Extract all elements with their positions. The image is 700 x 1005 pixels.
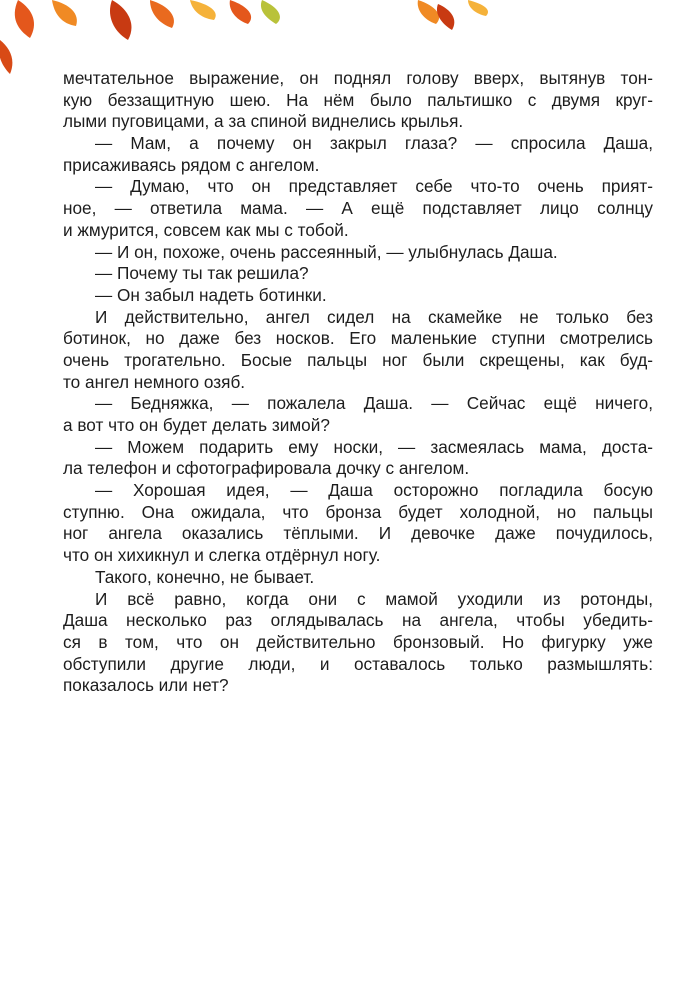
- leaf-icon: [190, 0, 216, 20]
- text-line: — Можем подарить ему носки, — засмеялась мама, доста-: [95, 436, 653, 457]
- text-line: обступили другие люди, и оставалось только размышлять:: [63, 653, 653, 674]
- text-line: показалось или нет?: [63, 675, 229, 696]
- text-line: ся в том, что он действительно бронзовый. Но фигурку уже: [63, 631, 653, 652]
- leaf-icon: [437, 4, 454, 30]
- text-line: ступню. Она ожидала, что бронза будет холодной, но пальцы: [63, 501, 653, 522]
- leaf-icon: [110, 0, 131, 40]
- text-line: ное, — ответила мама. — А ещё подставляет лицо солнцу: [63, 198, 653, 219]
- leaf-icon: [150, 0, 174, 28]
- text-line: — Бедняжка, — пожалела Даша. — Сейчас ещё ничего,: [95, 393, 653, 414]
- leaf-icon: [230, 0, 251, 24]
- text-line: ла телефон и сфотографировала дочку с ангелом.: [63, 458, 470, 479]
- text-line: присаживаясь рядом с ангелом.: [63, 154, 320, 175]
- text-line: ног ангела оказались тёплыми. И девочке даже почудилось,: [63, 523, 653, 544]
- text-line: ботинок, но даже без носков. Его маленькие ступни смотрелись: [63, 328, 653, 349]
- text-line: мечтательное выражение, он поднял голову вверх, вытянув тон-: [63, 68, 653, 88]
- text-line: И действительно, ангел сидел на скамейке не только без: [95, 306, 653, 327]
- text-line: — Думаю, что он представляет себе что-то очень прият-: [95, 176, 653, 197]
- text-line: Даша несколько раз оглядывалась на ангела, чтобы убедить-: [63, 610, 653, 631]
- text-line: кую беззащитную шею. На нём было пальтишко с двумя круг-: [63, 89, 653, 110]
- text-line: — Мам, а почему он закрыл глаза? — спросила Даша,: [95, 133, 653, 154]
- text-line: — Почему ты так решила?: [95, 263, 309, 284]
- text-line: — Хорошая идея, — Даша осторожно погладила босую: [95, 480, 653, 501]
- leaf-icon: [52, 0, 77, 26]
- leaf-icon: [261, 0, 280, 24]
- text-line: — Он забыл надеть ботинки.: [95, 284, 327, 305]
- text-line: лыми пуговицами, а за спиной виднелись крылья.: [63, 111, 464, 132]
- text-line: что он хихикнул и слегка отдёрнул ногу.: [63, 545, 381, 566]
- text-line: И всё равно, когда они с мамой уходили из ротонды,: [95, 588, 653, 609]
- text-line: Такого, конечно, не бывает.: [95, 566, 315, 587]
- leaf-icon: [0, 40, 12, 74]
- leaf-icon: [468, 0, 488, 16]
- text-line: очень трогательно. Босые пальцы ног были скрещены, как буд-: [63, 349, 653, 370]
- text-line: то ангел немного озяб.: [63, 371, 246, 392]
- leaf-icon: [15, 0, 34, 38]
- text-line: а вот что он будет делать зимой?: [63, 415, 330, 435]
- text-line: — И он, похоже, очень рассеянный, — улыбнулась Даша.: [95, 241, 558, 262]
- text-line: и жмурится, совсем как мы с тобой.: [63, 219, 349, 240]
- story-text: [63, 68, 653, 697]
- leaf-icon: [418, 0, 439, 24]
